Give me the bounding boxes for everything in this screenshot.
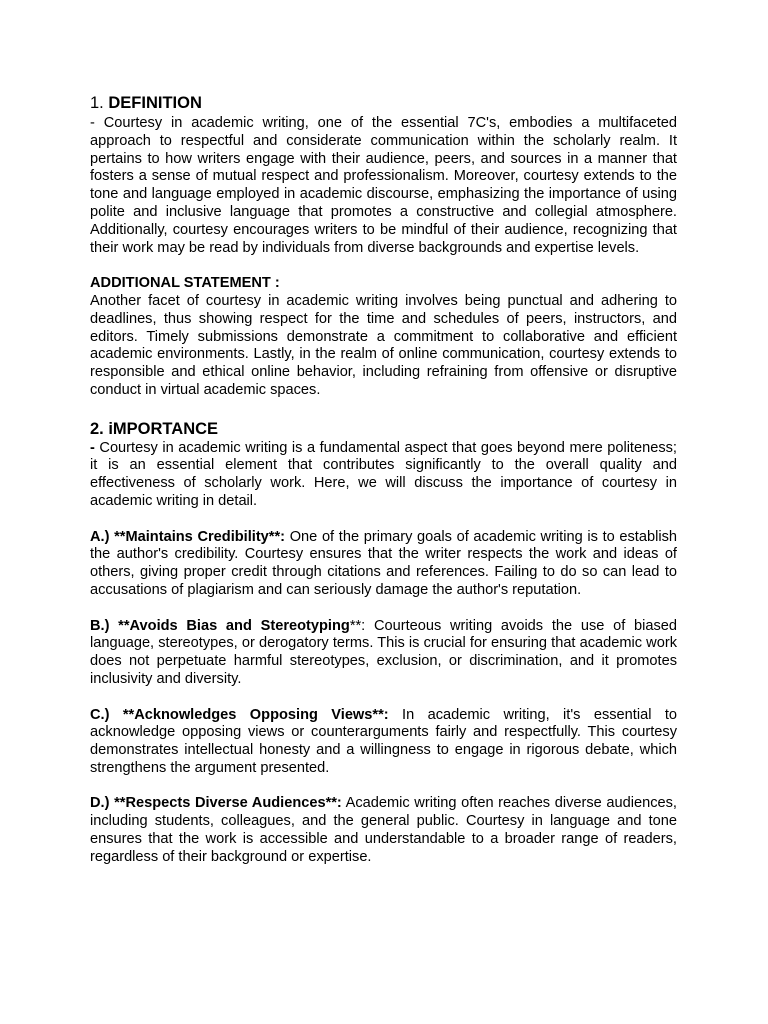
item-c-text: In academic writing, it's essential to acknowledge opposing views or counterarguments fairly and respectfully. This courtesy demonstrates intellectual honesty and a willingness to engage in rigorous debate, which strengthens the argument presented. [90, 706, 677, 776]
importance-intro-paragraph [90, 440, 677, 511]
definition-heading [90, 92, 677, 114]
definition-number: 1. [90, 94, 104, 112]
additional-statement-heading: ADDITIONAL STATEMENT : [90, 275, 280, 292]
intro-dash: - [90, 439, 95, 456]
item-b-label: Avoids Bias and Stereotyping [129, 617, 350, 634]
spacer [90, 257, 677, 275]
item-d-label-pre: D.) ** [90, 795, 126, 812]
item-c-label-post: **: [372, 706, 389, 723]
importance-heading: 2. iMPORTANCE [90, 419, 219, 438]
spacer [90, 511, 677, 529]
item-a-text: One of the primary goals of academic writing is to establish the author's credibility. Courtesy ensures that the writer respects the work and ideas of others, giving proper credit through citations and references. Failing to do so can lead to accusations of plagiarism and can seriously damage the author's reputation. [90, 528, 677, 598]
definition-title: DEFINITION [108, 94, 202, 112]
additional-statement-paragraph: Another facet of courtesy in academic writing involves being punctual and adhering to deadlines, thus showing respect for the time and schedules of peers, instructors, and editors. Timely submissions demonstrate a commitment to collaborative and efficient academic environments. Lastly, in the realm of online communication, courtesy extends to responsible and ethical online behavior, including refraining from offensive or disruptive conduct in virtual academic spaces. [90, 292, 677, 398]
item-c-label-pre: C.) ** [90, 706, 135, 723]
spacer [90, 400, 677, 418]
document-page [90, 92, 677, 867]
spacer [90, 778, 677, 796]
spacer [90, 689, 677, 707]
item-b-label-post: **: [349, 617, 366, 634]
item-d-text: Academic writing often reaches diverse audiences, including students, colleagues, and the general public. Courtesy in language and tone ensures that the work is accessible and understandable to a broader range of readers, regardless of their background or expertise. [90, 795, 677, 865]
importance-item-a [90, 529, 677, 600]
definition-paragraph: - Courtesy in academic writing, one of the essential 7C's, embodies a multifaceted approach to respectful and considerate communication within the scholarly realm. It pertains to how writers engage with their audience, peers, and sources in a manner that fosters a sense of mutual respect and professionalism. Moreover, courtesy extends to the tone and language employed in academic discourse, emphasizing the importance of using polite and inclusive language that promotes a constructive and collegial atmosphere. Additionally, courtesy encourages writers to be mindful of their audience, recognizing that their work may be read by individuals from diverse backgrounds and expertise levels. [90, 115, 677, 256]
spacer [90, 600, 677, 618]
importance-item-d [90, 795, 677, 866]
item-b-text: Courteous writing avoids the use of biased language, stereotypes, or derogatory terms. This is crucial for ensuring that academic work does not perpetuate harmful stereotypes, exclusion, or discrimination, and it promotes inclusivity and diversity. [90, 617, 677, 687]
item-d-label: Respects Diverse Audiences [125, 795, 326, 812]
item-a-label: A.) **Maintains Credibility**: [90, 528, 286, 545]
item-c-label: Acknowledges Opposing Views [134, 706, 373, 723]
intro-text: Courtesy in academic writing is a fundamental aspect that goes beyond mere politeness; it is an essential element that contributes significantly to the overall quality and effectiveness of scholarly work. Here, we will discuss the importance of courtesy in academic writing in detail. [90, 439, 677, 509]
importance-item-c [90, 707, 677, 778]
importance-item-b [90, 618, 677, 689]
item-d-label-post: **: [325, 795, 342, 812]
item-b-label-pre: B.) ** [90, 617, 130, 634]
